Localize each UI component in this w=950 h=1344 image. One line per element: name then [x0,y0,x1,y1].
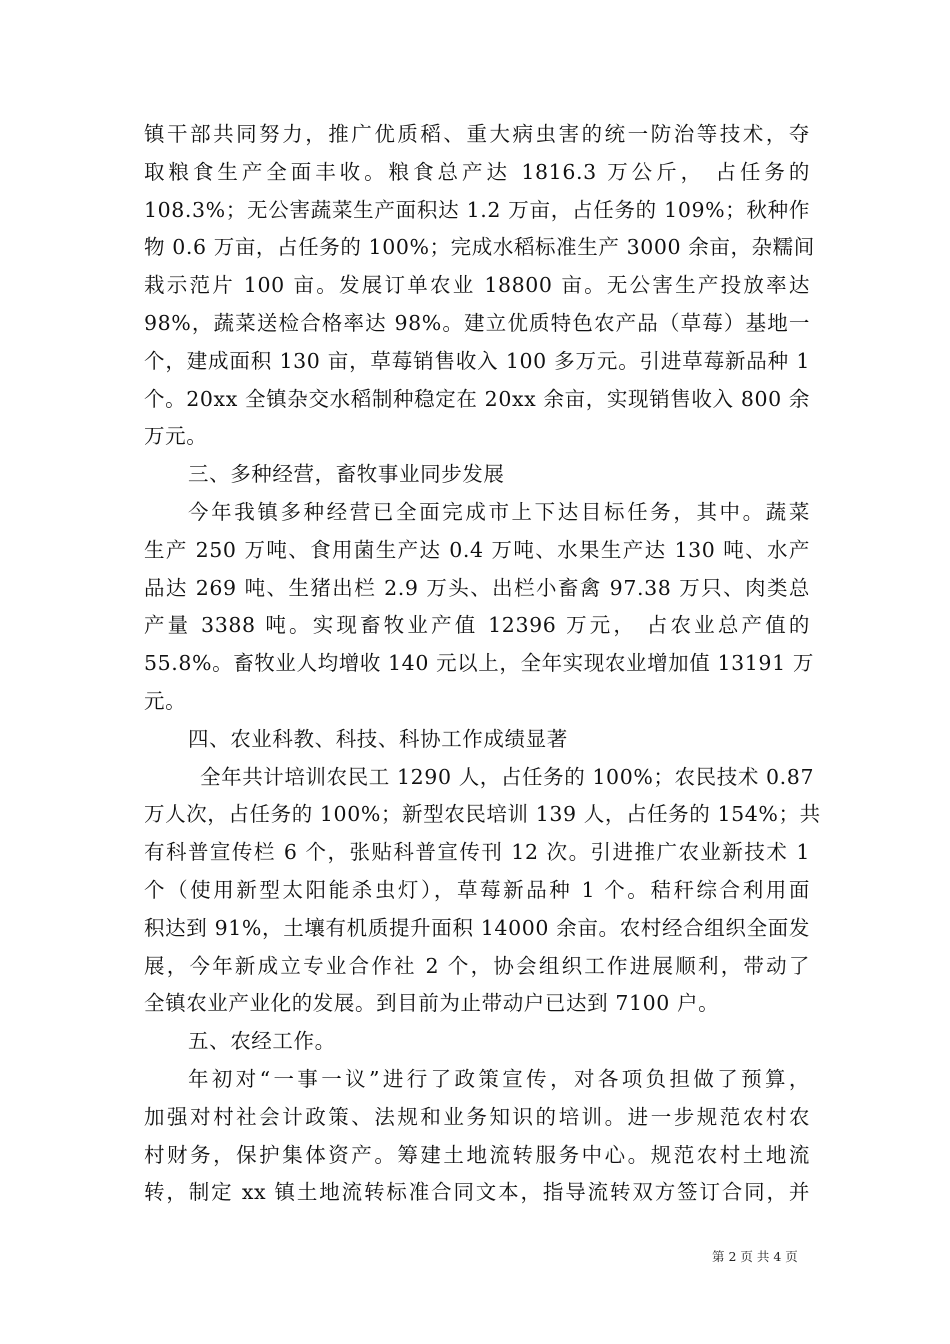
text-line: 108.3%；无公害蔬菜生产面积达 1.2 万亩，占任务的 109%；秋种作 [144,197,810,222]
text-line: 品达 269 吨、生猪出栏 2.9 万头、出栏小畜禽 97.38 万只、肉类总 [144,575,810,600]
text-line: 个（使用新型太阳能杀虫灯），草莓新品种 1 个。秸秆综合利用面 [144,877,810,902]
text-line: 产量 3388 吨。实现畜牧业产值 12396 万元， 占农业总产值的 [144,613,810,638]
text-line: 积达到 91%，土壤有机质提升面积 14000 余亩。农村经合组织全面发 [144,915,810,940]
text-line: 年初对“一事一议”进行了政策宣传，对各项负担做了预算， [188,1066,810,1091]
text-line: 转，制定 xx 镇土地流转标准合同文本，指导流转双方签订合同，并 [144,1180,810,1205]
text-line: 今年我镇多种经营已全面完成市上下达目标任务，其中。蔬菜 [188,499,810,524]
text-line: 加强对村社会计政策、法规和业务知识的培训。进一步规范农村农 [144,1104,810,1129]
text-line: 全镇农业产业化的发展。到目前为止带动户已达到 7100 户。 [144,991,720,1016]
text-line: 取粮食生产全面丰收。粮食总产达 1816.3 万公斤， 占任务的 [144,159,810,184]
text-line: 98%，蔬菜送检合格率达 98%。建立优质特色农产品（草莓）基地一 [144,310,810,335]
text-line: 展，今年新成立专业合作社 2 个，协会组织工作进展顺利，带动了 [144,953,810,978]
section-heading: 五、农经工作。 [188,1029,336,1054]
text-line: 生产 250 万吨、食用菌生产达 0.4 万吨、水果生产达 130 吨、水产 [144,537,810,562]
text-line: 镇干部共同努力，推广优质稻、重大病虫害的统一防治等技术，夺 [144,122,810,146]
text-line: 55.8%。畜牧业人均增收 140 元以上，全年实现农业增加值 13191 万 [144,651,814,676]
text-line: 个。20xx 全镇杂交水稻制种稳定在 20xx 余亩，实现销售收入 800 余 [144,386,810,411]
page-number: 第 2 页 共 4 页 [712,1249,798,1264]
text-line: 万人次，占任务的 100%；新型农民培训 139 人，占任务的 154%；共 [144,802,821,827]
text-line: 全年共计培训农民工 1290 人，占任务的 100%；农民技术 0.87 [200,764,815,789]
text-line: 个，建成面积 130 亩，草莓销售收入 100 多万元。引进草莓新品种 1 [144,348,810,373]
text-line: 元。 [144,688,187,713]
text-line: 村财务，保护集体资产。筹建土地流转服务中心。规范农村土地流 [144,1142,810,1167]
document-body [144,116,821,1212]
section-heading: 四、农业科教、科技、科协工作成绩显著 [188,726,568,751]
text-line: 物 0.6 万亩，占任务的 100%；完成水稻标准生产 3000 余亩，杂糯间 [144,235,815,260]
text-line: 栽示范片 100 亩。发展订单农业 18800 亩。无公害生产投放率达 [144,273,810,298]
text-line: 万元。 [144,424,208,449]
text-line: 有科普宣传栏 6 个，张贴科普宣传刊 12 次。引进推广农业新技术 1 [144,840,810,865]
section-heading: 三、多种经营，畜牧事业同步发展 [188,462,505,487]
